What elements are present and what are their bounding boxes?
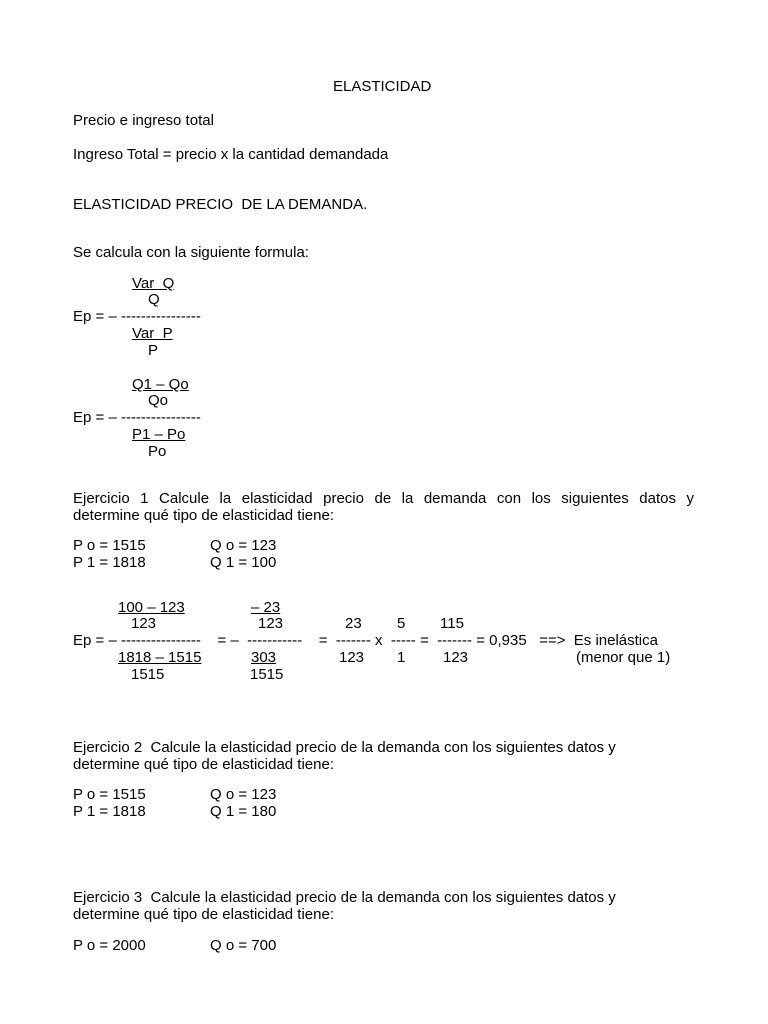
calc-b-numerator-top: – 23 [251, 599, 281, 616]
ejercicio2-q0: Q o = 123 [210, 786, 277, 803]
ejercicio2-q1: Q 1 = 180 [210, 803, 277, 820]
ejercicio1-p1: P 1 = 1818 [73, 554, 146, 571]
calc-e-numerator: 115 [440, 615, 464, 632]
ejercicio2-p1: P 1 = 1818 [73, 803, 146, 820]
calc-a-denominator-top: 1818 – 1515 [118, 649, 202, 666]
calc-e-denominator: 123 [443, 649, 469, 666]
ejercicio3-q0: Q o = 700 [210, 937, 277, 954]
formula1-numerator-top: Var Q [132, 275, 175, 292]
calc-b-denominator-top: 303 [251, 649, 277, 666]
formula2-lhs: Ep = – ---------------- [73, 409, 201, 426]
ejercicio2-prompt-line-2: determine qué tipo de elasticidad tiene: [73, 756, 335, 773]
ejercicio3-p0: P o = 2000 [73, 937, 146, 954]
ejercicio1-q0: Q o = 123 [210, 537, 277, 554]
ejercicio2-p0: P o = 1515 [73, 786, 146, 803]
formula1-denominator-top: Var P [132, 325, 173, 342]
ejercicio1-p0: P o = 1515 [73, 537, 146, 554]
formula2-denominator-top: P1 – Po [132, 426, 186, 443]
ejercicio2-prompt-line-1: Ejercicio 2 Calcule la elasticidad precio de la demanda con los siguientes datos y [73, 739, 616, 756]
ejercicio3-prompt-line-1: Ejercicio 3 Calcule la elasticidad precio de la demanda con los siguientes datos y [73, 889, 616, 906]
formula1-numerator-bottom: Q [148, 291, 160, 308]
calc-a-denominator-bottom: 1515 [131, 666, 165, 683]
ejercicio1-prompt-line-1: Ejercicio 1 Calcule la elasticidad precio de la demanda con los siguientes datos y [73, 490, 694, 507]
formula2-numerator-bottom: Qo [148, 392, 169, 409]
calc-c-numerator: 23 [345, 615, 362, 632]
page-title: ELASTICIDAD [333, 78, 432, 95]
calc-a-numerator-bottom: 123 [131, 615, 157, 632]
calc-d-numerator: 5 [397, 615, 406, 632]
section-heading: ELASTICIDAD PRECIO DE LA DEMANDA. [73, 196, 368, 213]
calc-note: (menor que 1) [576, 649, 671, 666]
formula2-numerator-top: Q1 – Qo [132, 376, 189, 393]
ejercicio1-prompt-line-2: determine qué tipo de elasticidad tiene: [73, 507, 335, 524]
intro-line-1: Precio e ingreso total [73, 112, 214, 129]
calc-c-denominator: 123 [339, 649, 365, 666]
formula2-denominator-bottom: Po [148, 443, 167, 460]
formula1-denominator-bottom: P [148, 342, 159, 359]
formula1-lhs: Ep = – ---------------- [73, 308, 201, 325]
calc-b-numerator-bottom: 123 [258, 615, 284, 632]
calc-b-denominator-bottom: 1515 [250, 666, 284, 683]
calc-d-denominator: 1 [397, 649, 406, 666]
intro-line-2: Ingreso Total = precio x la cantidad demandada [73, 146, 389, 163]
ejercicio3-prompt-line-2: determine qué tipo de elasticidad tiene: [73, 906, 335, 923]
calc-main-line: Ep = – ---------------- = – ----------- = ------- x ----- = ------- = 0,935 ==> Es inelástica [73, 632, 658, 649]
formula-intro: Se calcula con la siguiente formula: [73, 244, 309, 261]
calc-a-numerator-top: 100 – 123 [118, 599, 185, 616]
ejercicio1-q1: Q 1 = 100 [210, 554, 277, 571]
